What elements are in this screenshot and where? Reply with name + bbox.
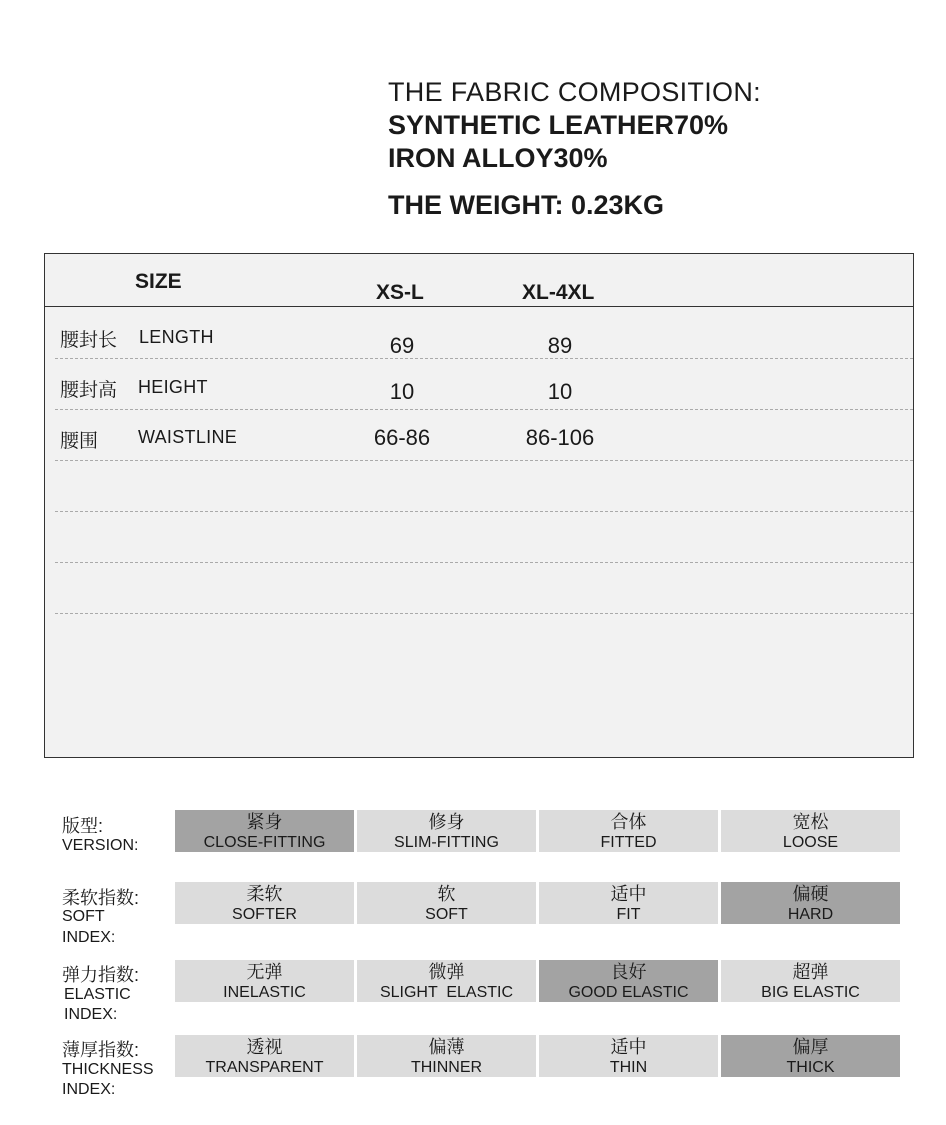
thickness-option-thinner xyxy=(357,1035,536,1077)
option-en: SOFTER xyxy=(232,906,297,923)
row-divider xyxy=(55,409,913,410)
option-en: HARD xyxy=(787,906,834,923)
row-waistline-en: WAISTLINE xyxy=(138,427,238,447)
row-height-cn: 腰封高 xyxy=(60,380,118,401)
option-en: INELASTIC xyxy=(223,984,306,1001)
elastic-option-big-elastic xyxy=(721,960,900,1002)
thickness-index-label-en-1: THICKNESS xyxy=(62,1061,154,1078)
thickness-option-thick xyxy=(721,1035,900,1077)
composition-label: THE FABRIC COMPOSITION: xyxy=(388,77,761,107)
thickness-index-label-en-2: INDEX: xyxy=(62,1081,116,1098)
option-cn: 透视 xyxy=(246,1037,283,1057)
row-divider xyxy=(55,358,913,359)
elastic-option-slight-elastic xyxy=(357,960,536,1002)
option-cn: 柔软 xyxy=(246,884,283,904)
soft-index-label-en-1: SOFT xyxy=(62,908,105,925)
option-en: THIN xyxy=(609,1059,648,1076)
length-xl-4xl-value: 89 xyxy=(547,333,573,358)
row-divider xyxy=(55,511,913,512)
soft-option-fit xyxy=(539,882,718,924)
option-cn: 偏厚 xyxy=(792,1037,829,1057)
thickness-option-transparent xyxy=(175,1035,354,1077)
soft-index-label-en-2: INDEX: xyxy=(62,929,116,946)
version-option-loose xyxy=(721,810,900,852)
option-cn: 偏硬 xyxy=(792,884,829,904)
soft-option-softer xyxy=(175,882,354,924)
option-en: TRANSPARENT xyxy=(205,1059,324,1076)
size-column-xl-4xl: XL-4XL xyxy=(522,281,595,304)
option-cn: 紧身 xyxy=(246,812,283,832)
size-table xyxy=(44,253,914,758)
row-waistline-cn: 腰围 xyxy=(60,431,99,452)
option-cn: 修身 xyxy=(428,812,465,832)
elastic-index-label-en-1: ELASTIC xyxy=(64,986,131,1003)
version-label-cn: 版型: xyxy=(62,816,104,836)
option-en: SLIGHT ELASTIC xyxy=(379,984,514,1001)
option-en: FIT xyxy=(616,906,641,923)
version-label-en: VERSION: xyxy=(62,837,139,854)
weight-label: THE WEIGHT: 0.23KG xyxy=(388,190,665,220)
row-divider xyxy=(55,460,913,461)
elastic-index-label-cn: 弹力指数: xyxy=(62,965,140,985)
size-column-xs-l: XS-L xyxy=(376,281,424,304)
option-cn: 超弹 xyxy=(792,962,829,982)
fabric-info xyxy=(388,76,928,222)
option-cn: 宽松 xyxy=(792,812,829,832)
waistline-xl-4xl-value: 86-106 xyxy=(525,425,595,450)
version-option-close-fitting xyxy=(175,810,354,852)
soft-option-hard xyxy=(721,882,900,924)
elastic-option-good-elastic xyxy=(539,960,718,1002)
option-en: THINNER xyxy=(410,1059,483,1076)
thickness-option-thin xyxy=(539,1035,718,1077)
option-cn: 偏薄 xyxy=(428,1037,465,1057)
soft-option-soft xyxy=(357,882,536,924)
option-en: CLOSE-FITTING xyxy=(203,834,326,851)
option-en: SOFT xyxy=(425,906,468,923)
row-divider xyxy=(55,613,913,614)
row-divider xyxy=(55,562,913,563)
material-synthetic-leather: SYNTHETIC LEATHER70% xyxy=(388,110,729,140)
height-xs-l-value: 10 xyxy=(389,379,415,404)
material-iron-alloy: IRON ALLOY30% xyxy=(388,143,608,173)
elastic-option-inelastic xyxy=(175,960,354,1002)
option-cn: 良好 xyxy=(610,962,647,982)
soft-index-label-cn: 柔软指数: xyxy=(62,888,140,908)
row-length-cn: 腰封长 xyxy=(60,330,118,351)
row-length-en: LENGTH xyxy=(139,327,214,347)
option-en: THICK xyxy=(786,1059,835,1076)
elastic-index-label-en-2: INDEX: xyxy=(64,1006,118,1023)
size-table-header xyxy=(45,254,913,307)
option-cn: 适中 xyxy=(610,884,647,904)
option-cn: 微弹 xyxy=(428,962,465,982)
version-option-slim-fitting xyxy=(357,810,536,852)
option-en: FITTED xyxy=(600,834,657,851)
option-cn: 无弹 xyxy=(246,962,283,982)
option-cn: 软 xyxy=(437,884,456,904)
waistline-xs-l-value: 66-86 xyxy=(373,425,431,450)
size-column-label: SIZE xyxy=(135,270,182,293)
thickness-index-label-cn: 薄厚指数: xyxy=(62,1040,140,1060)
option-cn: 适中 xyxy=(610,1037,647,1057)
row-height-en: HEIGHT xyxy=(138,377,208,397)
height-xl-4xl-value: 10 xyxy=(547,379,573,404)
length-xs-l-value: 69 xyxy=(389,333,415,358)
option-cn: 合体 xyxy=(610,812,647,832)
option-en: SLIM-FITTING xyxy=(394,834,499,851)
option-en: LOOSE xyxy=(782,834,839,851)
option-en: GOOD ELASTIC xyxy=(568,984,689,1001)
version-option-fitted xyxy=(539,810,718,852)
option-en: BIG ELASTIC xyxy=(761,984,860,1001)
